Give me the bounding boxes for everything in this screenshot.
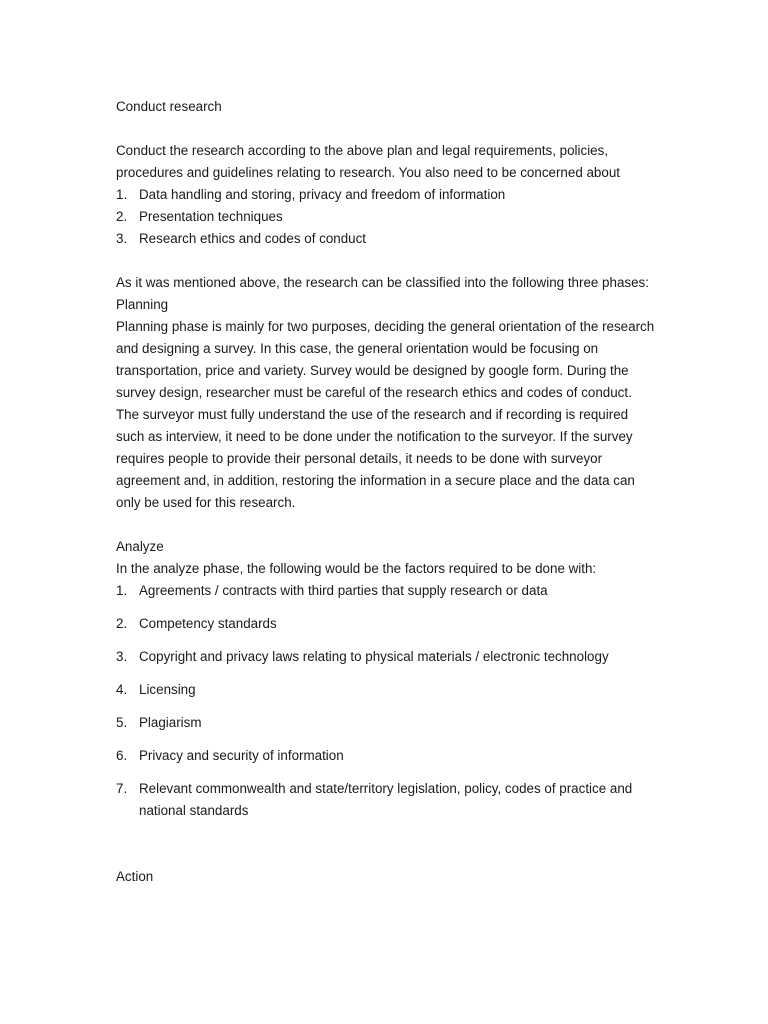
list-text: Relevant commonwealth and state/territory legislation, policy, codes of practice and national standards [139, 781, 633, 818]
list-item [116, 580, 656, 602]
list-item [116, 778, 656, 822]
list-number: 1. [116, 583, 128, 598]
list-item [116, 184, 656, 206]
spacer [116, 844, 656, 866]
list-text: Data handling and storing, privacy and freedom of information [139, 187, 506, 202]
planning-paragraph: Planning phase is mainly for two purposes, deciding the general orientation of the research and designing a survey. In this case, the general orientation would be focusing on transportation, price and variety. Survey would be designed by google form. During the survey design, researcher must be careful of the research ethics and codes of conduct. The surveyor must fully understand the use of the research and if recording is required such as interview, it need to be done under the notification to the surveyor. If the survey requires people to provide their personal details, it needs to be done with surveyor agreement and, in addition, restoring the information in a secure place and the data can only be used for this research. [116, 319, 655, 510]
list-text: Plagiarism [139, 715, 202, 730]
document-page [116, 96, 656, 888]
list-item [116, 679, 656, 701]
factors-list [116, 580, 656, 822]
list-item [116, 745, 656, 767]
section-heading-action: Action [116, 869, 154, 884]
phases-intro-paragraph: As it was mentioned above, the research can be classified into the following three phases: [116, 275, 649, 290]
section-heading-conduct-research: Conduct research [116, 99, 222, 114]
list-item [116, 613, 656, 635]
section-heading-analyze: Analyze [116, 539, 164, 554]
list-number: 5. [116, 715, 128, 730]
intro-paragraph: Conduct the research according to the above plan and legal requirements, policies, procedures and guidelines relating to research. You also need to be concerned about [116, 143, 620, 180]
list-number: 3. [116, 649, 128, 664]
spacer [116, 250, 656, 272]
list-number: 7. [116, 781, 128, 796]
list-text: Presentation techniques [139, 209, 283, 224]
section-heading-planning: Planning [116, 297, 169, 312]
list-item [116, 228, 656, 250]
list-text: Copyright and privacy laws relating to physical materials / electronic technology [139, 649, 609, 664]
analyze-intro-paragraph: In the analyze phase, the following would be the factors required to be done with: [116, 561, 597, 576]
concerns-list [116, 184, 656, 250]
list-text: Research ethics and codes of conduct [139, 231, 367, 246]
list-number: 4. [116, 682, 128, 697]
spacer [116, 822, 656, 844]
list-text: Competency standards [139, 616, 277, 631]
list-item [116, 646, 656, 668]
list-text: Licensing [139, 682, 196, 697]
list-number: 1. [116, 187, 128, 202]
list-number: 6. [116, 748, 128, 763]
list-number: 2. [116, 209, 128, 224]
list-item [116, 206, 656, 228]
list-text: Privacy and security of information [139, 748, 344, 763]
list-number: 2. [116, 616, 128, 631]
spacer [116, 118, 656, 140]
list-number: 3. [116, 231, 128, 246]
list-text: Agreements / contracts with third parties that supply research or data [139, 583, 548, 598]
list-item [116, 712, 656, 734]
spacer [116, 514, 656, 536]
